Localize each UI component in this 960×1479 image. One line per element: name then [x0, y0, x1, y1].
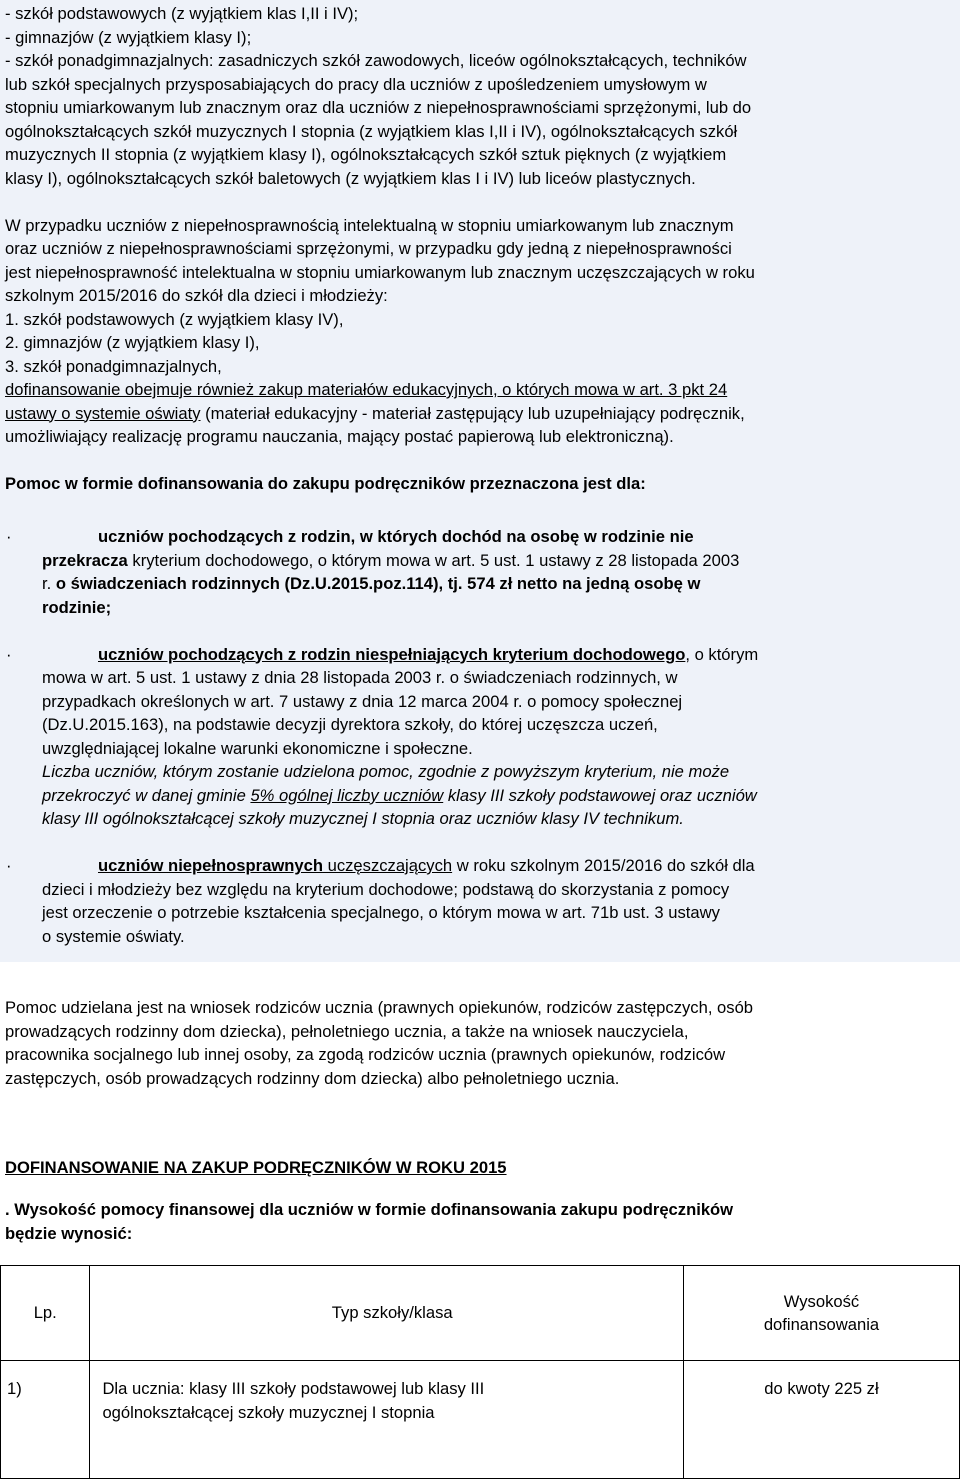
intro-line: stopniu umiarkowanym lub znacznym oraz dla uczniów z niepełnosprawnościami sprzężonymi, lub do	[5, 98, 752, 117]
para3-line: zastępczych, osób prowadzących rodzinny dom dziecka) albo pełnoletniego ucznia.	[5, 1068, 620, 1088]
bullet1-title: uczniów pochodzących z rodzin, w których dochód na osobę w rodzinie nie	[98, 527, 694, 546]
bullet3-title: uczniów niepełnosprawnych	[98, 856, 323, 875]
bullet3-text: uczęszczających	[322, 856, 453, 875]
amount-heading-line: będzie wynosić:	[5, 1223, 133, 1243]
bullet2-text: (Dz.U.2015.163), na podstawie decyzji dyrektora szkoły, do której uczęszcza uczeń,	[42, 715, 658, 734]
bullet2-limit-note: Liczba uczniów, którym zostanie udzielona pomoc, zgodnie z powyższym kryterium, nie może	[42, 762, 730, 781]
help-heading: Pomoc w formie dofinansowania do zakupu podręczników przeznaczona jest dla:	[5, 474, 646, 493]
bullet1-text: kryterium dochodowego, o którym mowa w art. 5 ust. 1 ustawy z 28 listopada 2003	[127, 550, 740, 570]
bullet3-text: o systemie oświaty.	[42, 926, 185, 946]
para2-line: oraz uczniów z niepełnosprawnościami sprzężonymi, w przypadku gdy jedną z niepełnosprawności	[5, 239, 732, 258]
intro-line: klasy I), ogólnokształcących szkół baletowych (z wyjątkiem klas I i IV) lub liceów plastycznych.	[5, 168, 696, 188]
header-amount-l1: Wysokość	[783, 1291, 860, 1311]
bullet2-text: , o którym	[685, 644, 759, 664]
bullet3-text: jest orzeczenie o potrzebie kształcenia specjalnego, o którym mowa w art. 71b ust. 3 ustawy	[42, 903, 720, 922]
bullet2-text: mowa w art. 5 ust. 1 ustawy z dnia 28 listopada 2003 r. o świadczeniach rodzinnych, w	[42, 668, 678, 687]
law-reference-link: ustawy o systemie oświaty	[5, 403, 201, 423]
bullet3-text: dzieci i młodzieży bez względu na kryterium dochodowe; podstawą do skorzystania z pomocy	[42, 879, 730, 899]
table-header-row	[1, 1266, 960, 1361]
amount-heading-line: . Wysokość pomocy finansowej dla uczniów w formie dofinansowania zakupu podręczników	[5, 1200, 734, 1219]
table-row	[1, 1361, 960, 1479]
para2-line: 1. szkół podstawowych (z wyjątkiem klasy IV),	[5, 309, 344, 329]
bullet1-bold: o świadczeniach rodzinnych (Dz.U.2015.poz.114), tj. 574 zł netto na jedną osobę w	[55, 574, 701, 593]
header-amount	[683, 1266, 959, 1361]
header-lp: Lp.	[1, 1266, 90, 1361]
eligibility-list	[42, 525, 954, 948]
para2-line: szkolnym 2015/2016 do szkół dla dzieci i młodzieży:	[5, 286, 388, 305]
row-type-line: ogólnokształcącej szkoły muzycznej I stopnia	[102, 1402, 435, 1422]
row-amount: do kwoty 225 zł	[683, 1361, 959, 1479]
header-amount-l2: dofinansowania	[763, 1315, 880, 1334]
header-school-type: Typ szkoły/klasa	[90, 1266, 684, 1361]
bullet1-text: r.	[42, 574, 56, 593]
intro-line: ogólnokształcących szkół muzycznych I stopnia (z wyjątkiem klas I,II i IV), ogólnokształcących szkół	[5, 121, 738, 141]
para2-line: 2. gimnazjów (z wyjątkiem klasy I),	[5, 333, 260, 352]
bullet3-text: w roku szkolnym 2015/2016 do szkół dla	[452, 856, 755, 875]
application-paragraph	[5, 996, 957, 1090]
bullet2-limit-note: klasy III ogólnokształcącej szkoły muzycznej I stopnia oraz uczniów klasy IV technikum.	[42, 809, 684, 828]
para3-line: pracownika socjalnego lub innej osoby, za zgodą rodziców ucznia (prawnych opiekunów, rodziców	[5, 1045, 726, 1064]
intro-line: lub szkół specjalnych przysposabiających do pracy dla uczniów z upośledzeniem umysłowym w	[5, 74, 707, 94]
para2-line: 3. szkół ponadgimnazjalnych,	[5, 356, 222, 376]
intro-line: - szkół ponadgimnazjalnych: zasadniczych szkół zawodowych, liceów ogólnokształcących, techników	[5, 51, 747, 70]
section-heading: DOFINANSOWANIE NA ZAKUP PODRĘCZNIKÓW W ROKU 2015	[5, 1158, 507, 1177]
bullet1-bold: rodzinie;	[42, 597, 112, 617]
funding-table	[0, 1265, 960, 1479]
para2-line: W przypadku uczniów z niepełnosprawnością intelektualną w stopniu umiarkowanym lub znacznym	[5, 215, 734, 235]
para2-rest: (materiał edukacyjny - materiał zastępujący lub uzupełniający podręcznik,	[200, 403, 745, 423]
row-lp: 1)	[1, 1361, 90, 1479]
bullet2-limit-note: przekroczyć w danej gminie	[42, 785, 251, 805]
intro-text	[5, 2, 957, 496]
bullet1-bold: przekracza	[42, 550, 128, 570]
intro-line: - szkół podstawowych (z wyjątkiem klas I,II i IV);	[5, 4, 359, 23]
para2-line: umożliwiający realizację programu nauczania, mający postać papierową lub elektroniczną).	[5, 427, 674, 446]
limit-percentage: 5% ogólnej liczby uczniów	[250, 785, 444, 805]
bullet2-text: przypadkach określonych w art. 7 ustawy z dnia 12 marca 2004 r. o pomocy społecznej	[42, 691, 683, 711]
row-type-line: Dla ucznia: klasy III szkoły podstawowej lub klasy III	[102, 1379, 485, 1398]
intro-line: muzycznych II stopnia (z wyjątkiem klasy I), ogólnokształcących szkół sztuk pięknych (z wyjątkiem	[5, 145, 727, 164]
intro-line: - gimnazjów (z wyjątkiem klasy I);	[5, 27, 252, 47]
bullet2-text: uwzględniającej lokalne warunki ekonomiczne i społeczne.	[42, 738, 473, 758]
para2-line: jest niepełnosprawność intelektualna w stopniu umiarkowanym lub znacznym uczęszczających w roku	[5, 262, 755, 282]
para3-line: prowadzących rodzinny dom dziecka), pełnoletniego ucznia, a także na wniosek nauczyciela,	[5, 1021, 689, 1041]
bullet2-limit-note: klasy III szkoły podstawowej oraz uczniów	[443, 785, 757, 805]
educational-materials-note: dofinansowanie obejmuje również zakup materiałów edukacyjnych, o których mowa w art. 3 pkt 24	[5, 380, 728, 399]
amount-heading	[5, 1198, 955, 1245]
para3-line: Pomoc udzielana jest na wniosek rodziców ucznia (prawnych opiekunów, rodziców zastępczych, osób	[5, 998, 754, 1017]
bullet2-title: uczniów pochodzących z rodzin niespełniających kryterium dochodowego	[98, 644, 686, 664]
row-school-type	[90, 1361, 684, 1479]
